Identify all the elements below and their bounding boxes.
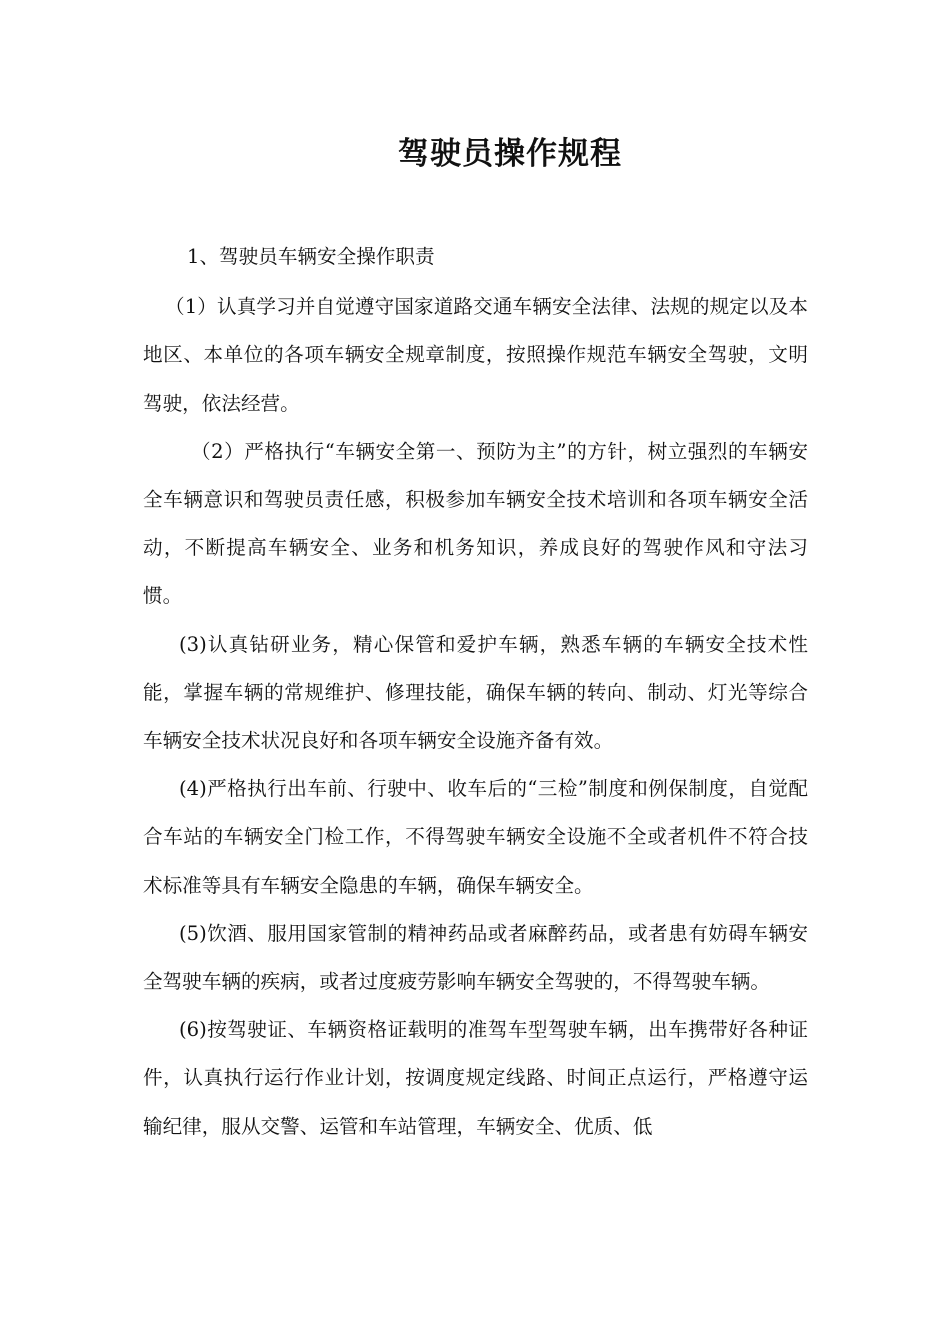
paragraph-4: (4)严格执行出车前、行驶中、收车后的“三检”制度和例保制度，自觉配合车站的车辆安全门检工作，不得驾驶车辆安全设施不全或者机件不符合技术标准等具有车辆安全隐患的车辆，确保车辆安全。: [143, 777, 808, 897]
document-title: 驾驶员操作规程: [398, 136, 622, 172]
document-body: [143, 233, 808, 1151]
section-heading: 1、驾驶员车辆安全操作职责: [187, 245, 435, 268]
paragraph-1: （1）认真学习并自觉遵守国家道路交通车辆安全法律、法规的规定以及本地区、本单位的各项车辆安全规章制度，按照操作规范车辆安全驾驶，文明驾驶，依法经营。: [143, 295, 808, 415]
paragraph-6: (6)按驾驶证、车辆资格证载明的准驾车型驾驶车辆，出车携带好各种证件，认真执行运行作业计划，按调度规定线路、时间正点运行，严格遵守运输纪律，服从交警、运管和车站管理，车辆安全、优质、低: [143, 1018, 808, 1138]
paragraph-2: （2）严格执行“车辆安全第一、预防为主”的方针，树立强烈的车辆安全车辆意识和驾驶员责任感，积极参加车辆安全技术培训和各项车辆安全活动，不断提高车辆安全、业务和机务知识，养成良好的驾驶作风和守法习惯。: [143, 439, 808, 608]
paragraph-5: (5)饮酒、服用国家管制的精神药品或者麻醉药品，或者患有妨碍车辆安全驾驶车辆的疾病，或者过度疲劳影响车辆安全驾驶的，不得驾驶车辆。: [143, 921, 808, 994]
paragraph-3: (3)认真钻研业务，精心保管和爱护车辆，熟悉车辆的车辆安全技术性能，掌握车辆的常规维护、修理技能，确保车辆的转向、制动、灯光等综合车辆安全技术状况良好和各项车辆安全设施齐备有效。: [143, 632, 808, 753]
